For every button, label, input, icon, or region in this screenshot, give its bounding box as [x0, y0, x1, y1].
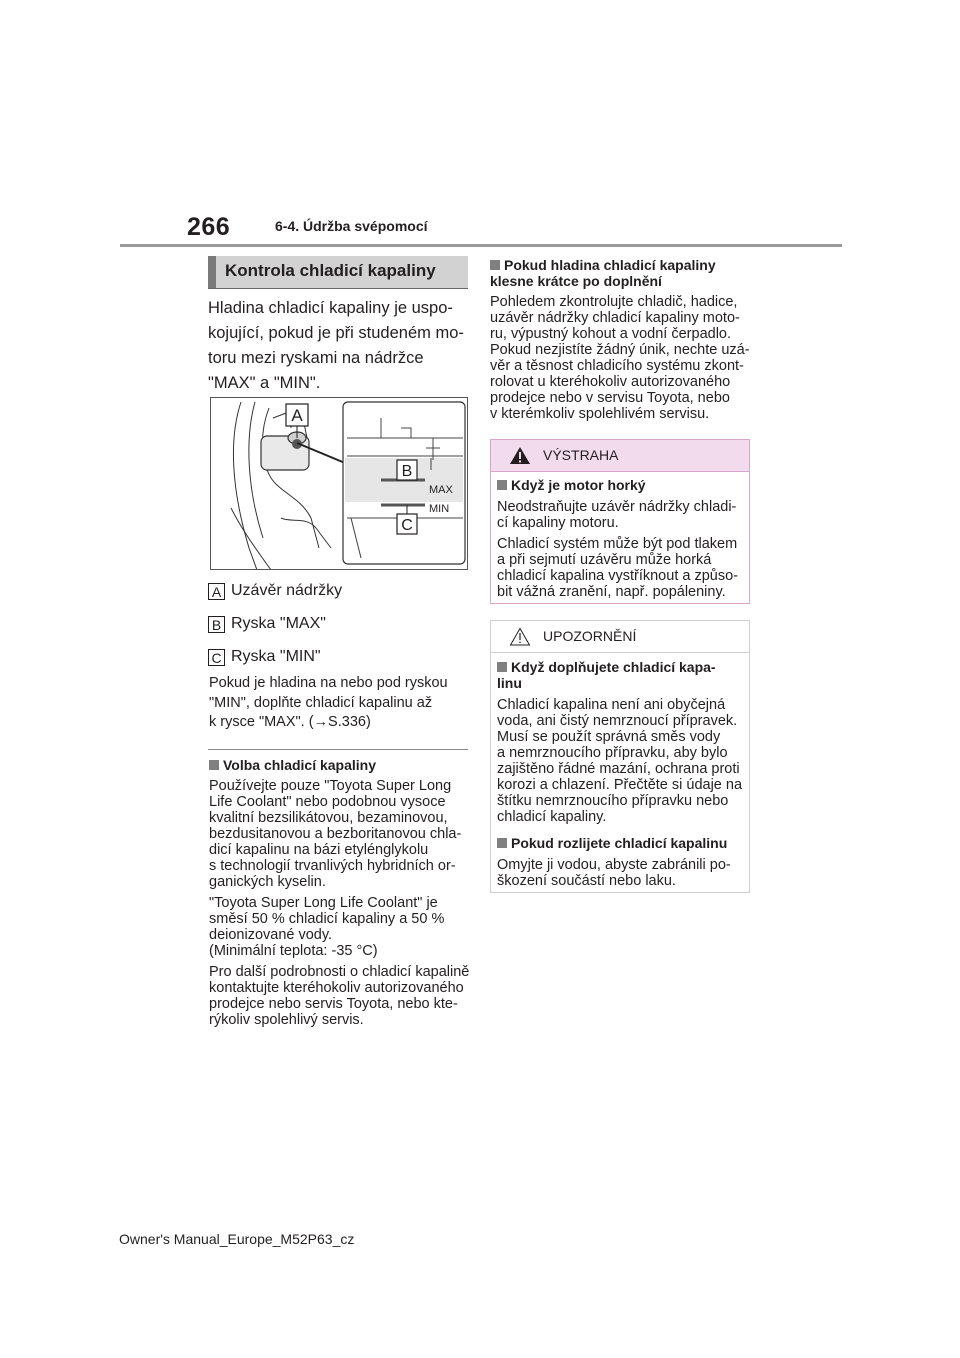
text-line: ru, výpustný kohout a vodní čerpadlo. [490, 326, 732, 342]
note-line: Pokud je hladina na nebo pod ryskou [209, 675, 448, 691]
intro-paragraph [208, 296, 470, 396]
coolant-choice-heading-text: Volba chladicí kapaliny [223, 757, 377, 773]
text-line: (Minimální teplota: -35 °C) [209, 943, 378, 959]
text-line: Omyjte ji vodou, abyste zabránili po- [497, 857, 731, 873]
text-line: Musí se použít správná směs vody [497, 729, 721, 745]
caution-triangle-icon [509, 627, 531, 646]
warning-box [490, 439, 750, 604]
level-drop-text [490, 294, 755, 422]
text-line: korozi a chlazení. Přečtěte si údaje na [497, 777, 743, 793]
section-divider [208, 749, 468, 750]
coolant-choice-section [209, 757, 471, 1033]
caution-heading-spill [497, 835, 743, 851]
legend-letter-box: A [208, 583, 225, 600]
paragraph [497, 499, 743, 531]
paragraph [209, 964, 471, 1028]
square-bullet-icon [497, 480, 507, 490]
text-line: a při sejmutí uzávěru může horká [497, 552, 712, 568]
text-line: "Toyota Super Long Life Coolant" je [209, 895, 438, 911]
caution-header [491, 621, 749, 653]
coolant-choice-text [209, 778, 471, 1028]
note-line: "MIN", doplňte chladicí kapalinu až [209, 694, 433, 711]
engine-bay-illustration [211, 398, 468, 570]
coolant-choice-heading [209, 757, 471, 773]
text-line: rýkoliv spolehlivý servis. [209, 1012, 364, 1028]
section-title: Kontrola chladicí kapaliny [208, 256, 468, 288]
text-line: cí kapaliny motoru. [497, 515, 619, 531]
level-drop-heading [490, 257, 755, 289]
caution-title: UPOZORNĚNÍ [543, 628, 637, 644]
level-drop-section [490, 257, 755, 422]
caution-heading-refill [497, 659, 743, 691]
intro-line: kojující, pokud je při studeném mo- [208, 324, 464, 342]
text-line: Neodstraňujte uzávěr nádržky chladi- [497, 499, 737, 515]
text-line: deionizované vody. [209, 927, 333, 943]
heading-line: Pokud rozlijete chladicí kapalinu [511, 835, 728, 851]
level-note [209, 674, 469, 733]
legend-letter-box: C [208, 649, 225, 666]
paragraph [209, 778, 471, 890]
text-line: voda, ani čistý nemrznoucí přípravek. [497, 713, 738, 729]
warning-text [497, 499, 743, 600]
text-line: prodejce nebo v servisu Toyota, nebo [490, 390, 730, 406]
square-bullet-icon [209, 760, 219, 770]
text-line: v kterémkoliv spolehlivém servisu. [490, 406, 710, 422]
square-bullet-icon [497, 838, 507, 848]
text-line: Používejte pouze "Toyota Super Long [209, 778, 452, 794]
text-line: bezdusitanovou a bezboritanovou chla- [209, 826, 462, 842]
caution-content [491, 653, 749, 889]
legend-item-c [208, 647, 321, 667]
text-line: prodejce nebo servis Toyota, nebo kte- [209, 996, 458, 1012]
chapter-title: 6-4. Údržba svépomocí [275, 218, 428, 234]
legend-item-a [208, 581, 342, 601]
legend-text: Uzávěr nádržky [231, 582, 343, 599]
square-bullet-icon [497, 662, 507, 672]
page-number: 266 [187, 213, 231, 241]
text-line: škození součástí nebo laku. [497, 873, 676, 889]
legend-text: Ryska "MAX" [231, 615, 326, 632]
paragraph [497, 697, 743, 825]
text-line: ganických kyselin. [209, 874, 326, 890]
caution-refill-text [497, 697, 743, 825]
heading-line: klesne krátce po doplnění [490, 273, 662, 289]
text-line: kvalitní bezsilikátovou, bezaminovou, [209, 810, 448, 826]
callout-a-label: A [291, 406, 303, 425]
text-line: směsí 50 % chladicí kapaliny a 50 % [209, 911, 445, 927]
caution-box [490, 620, 750, 893]
text-line: Pohledem zkontrolujte chladič, hadice, [490, 294, 738, 310]
intro-line: toru mezi ryskami na nádržce [208, 349, 424, 367]
text-line: a nemrznoucího přípravku, aby bylo [497, 745, 728, 761]
text-line: chladicí kapalina vystříknout a způso- [497, 568, 738, 584]
heading-line: Když doplňujete chladicí kapa- [511, 659, 716, 675]
text-line: bit vážná zranění, např. popáleniny. [497, 584, 726, 600]
paragraph [497, 536, 743, 600]
text-line: Life Coolant" nebo podobnou vysoce [209, 794, 446, 810]
text-line: rolovat u kteréhokoliv autorizovaného [490, 374, 731, 390]
min-mark-text: MIN [429, 503, 450, 515]
paragraph [209, 895, 471, 959]
intro-line: "MAX" a "MIN". [208, 374, 321, 392]
text-line: Chladicí kapalina není ani obyčejná [497, 697, 726, 713]
text-line: dicí kapalinu na bázi etylénglykolu [209, 842, 429, 858]
text-line: Pro další podrobnosti o chladicí kapalině [209, 964, 470, 980]
warning-heading [497, 477, 743, 493]
section-underline [208, 288, 468, 289]
warning-content [491, 472, 749, 600]
text-line: zajištěno řádné mazání, ochrana proti [497, 761, 740, 777]
text-line: kontaktujte kteréhokoliv autorizovaného [209, 980, 464, 996]
text-line: Chladicí systém může být pod tlakem [497, 536, 738, 552]
intro-line: Hladina chladicí kapaliny je uspo- [208, 299, 453, 317]
callout-b-label: B [401, 463, 413, 480]
warning-title: VÝSTRAHA [543, 447, 619, 463]
text-line: uzávěr nádržky chladicí kapaliny moto- [490, 310, 740, 326]
text-line: štítku nemrznoucího přípravku nebo [497, 793, 729, 809]
legend-text: Ryska "MIN" [231, 648, 321, 665]
legend-letter-box: B [208, 616, 225, 633]
text-line: s technologií trvanlivých hybridních or- [209, 858, 456, 874]
coolant-reservoir-figure [210, 397, 468, 570]
text-line: Pokud nezjistíte žádný únik, nechte uzá- [490, 342, 750, 358]
text-line: věr a těsnost chladicího systému zkont- [490, 358, 744, 374]
max-mark-text: MAX [429, 484, 453, 496]
square-bullet-icon [490, 260, 500, 270]
note-line: k rysce "MAX". (→S.336) [209, 714, 371, 730]
text-line: chladicí kapaliny. [497, 809, 607, 825]
warning-header [491, 440, 749, 472]
legend-item-b [208, 614, 326, 634]
footer-manual-id: Owner's Manual_Europe_M52P63_cz [119, 1231, 355, 1247]
warning-heading-text: Když je motor horký [511, 477, 646, 493]
heading-line: linu [497, 675, 522, 691]
caution-spill-text [497, 857, 743, 889]
callout-c-label: C [401, 517, 413, 534]
header-divider [120, 244, 842, 247]
heading-line: Pokud hladina chladicí kapaliny [504, 257, 716, 273]
warning-triangle-icon [509, 446, 531, 465]
